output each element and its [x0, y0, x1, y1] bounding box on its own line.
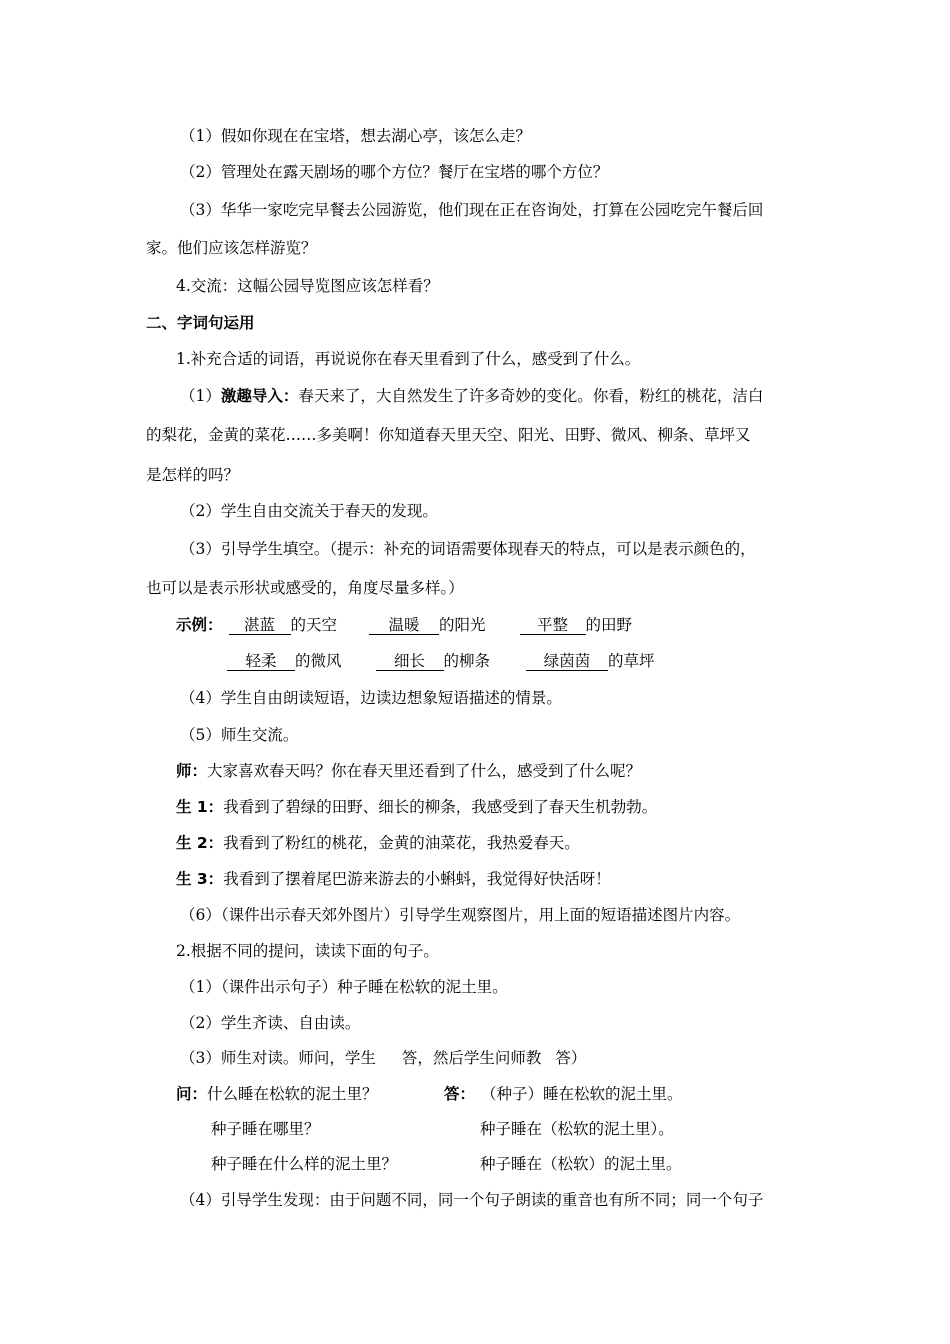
paragraph — [180, 386, 763, 406]
dialogue-line — [176, 869, 611, 889]
dialogue-text: 我看到了摆着尾巴游来游去的小蝌蚪，我觉得好快活呀！ — [223, 870, 611, 888]
paragraph: （4）引导学生发现：由于问题不同，同一个句子朗读的重音也有所不同；同一个句子 — [180, 1191, 764, 1209]
paragraph-text: ，学生 — [329, 1049, 376, 1067]
paragraph: （3）引导学生填空。（提示：补充的词语需要体现春天的特点，可以是表示颜色的， — [180, 540, 756, 558]
paragraph: 4.交流：这幅公园导览图应该怎样看？ — [176, 277, 439, 295]
qa-row: 种子睡在哪里？ — [211, 1120, 320, 1138]
fill-blank: 细长 — [376, 652, 444, 671]
question: 2.根据不同的提问，读读下面的句子。 — [176, 942, 439, 960]
qa-row — [176, 1084, 378, 1104]
qa-row: 种子睡在什么样的泥土里？ — [211, 1155, 398, 1173]
example-row — [227, 651, 655, 671]
dialogue-line — [176, 833, 580, 853]
paragraph: （1）（课件出示句子）种子睡在松软的泥土里。 — [180, 978, 508, 996]
speaker-label: 生 1： — [176, 798, 224, 816]
paragraph — [180, 1048, 586, 1068]
dialogue-line — [176, 797, 657, 817]
fill-blank: 轻柔 — [227, 652, 295, 671]
paragraph: 家。他们应该怎样游览？ — [146, 239, 317, 257]
paragraph: （4）学生自由朗读短语，边读边想象短语描述的情景。 — [180, 689, 562, 707]
question: 1.补充合适的词语，再说说你在春天里看到了什么，感受到了什么。 — [176, 350, 641, 368]
paragraph: 的梨花，金黄的菜花……多美啊！你知道春天里天空、阳光、田野、微风、柳条、草坪又 — [146, 426, 751, 444]
paragraph-text: 答） — [555, 1049, 587, 1067]
example-label: 示例： — [176, 616, 223, 634]
bold-label: 激趣导入： — [220, 387, 299, 405]
paragraph-text: 春天来了，大自然发生了许多奇妙的变化。你看，粉红的桃花，洁白 — [298, 387, 764, 405]
qa-row: 种子睡在（松软）的泥土里。 — [480, 1155, 682, 1173]
paragraph: （2）学生齐读、自由读。 — [180, 1014, 361, 1032]
paragraph: （2）管理处在露天剧场的哪个方位？餐厅在宝塔的哪个方位？ — [180, 163, 609, 181]
speaker-label: 生 2： — [176, 834, 224, 852]
fill-blank: 平整 — [520, 616, 586, 635]
ask-label: 问： — [176, 1085, 208, 1103]
section-heading: 二、字词句运用 — [146, 314, 255, 332]
fill-blank: 湛蓝 — [229, 616, 291, 635]
phrase: 的微风 — [295, 652, 342, 670]
dialogue-text: 大家喜欢春天吗？你在春天里还看到了什么，感受到了什么呢？ — [207, 762, 642, 780]
answer-label: 答： — [444, 1085, 476, 1103]
qa-row: 种子睡在（松软的泥土里）。 — [480, 1120, 674, 1138]
paragraph: 是怎样的吗？ — [146, 466, 240, 484]
paragraph: （2）学生自由交流关于春天的发现。 — [180, 502, 438, 520]
paragraph: 也可以是表示形状或感受的，角度尽量多样。） — [146, 579, 464, 597]
dialogue-line — [176, 761, 641, 781]
paragraph: （5）师生交流。 — [180, 726, 299, 744]
dialogue-text: 我看到了粉红的桃花，金黄的油菜花，我热爱春天。 — [223, 834, 580, 852]
phrase: 的天空 — [290, 616, 338, 634]
fill-blank: 温暖 — [369, 616, 439, 635]
question-text: 什么睡在松软的泥土里？ — [207, 1085, 378, 1103]
fill-blank: 绿茵茵 — [526, 652, 608, 671]
answer-text: （种子）睡在松软的泥土里。 — [481, 1085, 683, 1103]
phrase: 的阳光 — [439, 616, 486, 634]
speaker-label: 师： — [176, 762, 208, 780]
qa-row — [444, 1084, 683, 1104]
item-number: （1） — [180, 387, 221, 405]
paragraph-text: 答，然后学生问师教 — [401, 1049, 542, 1067]
dialogue-text: 我看到了碧绿的田野、细长的柳条，我感受到了春天生机勃勃。 — [223, 798, 658, 816]
phrase: 的柳条 — [443, 652, 491, 670]
paragraph: （1）假如你现在在宝塔，想去湖心亭，该怎么走？ — [180, 127, 531, 145]
phrase: 的草坪 — [608, 652, 655, 670]
phrase: 的田野 — [585, 616, 633, 634]
paragraph: （3）华华一家吃完早餐去公园游览，他们现在正在咨询处，打算在公园吃完午餐后回 — [180, 201, 764, 219]
paragraph-text: （3）师生对读。师问 — [180, 1049, 330, 1067]
example-row — [176, 615, 632, 635]
paragraph: （6）（课件出示春天郊外图片）引导学生观察图片，用上面的短语描述图片内容。 — [180, 906, 741, 924]
speaker-label: 生 3： — [176, 870, 224, 888]
